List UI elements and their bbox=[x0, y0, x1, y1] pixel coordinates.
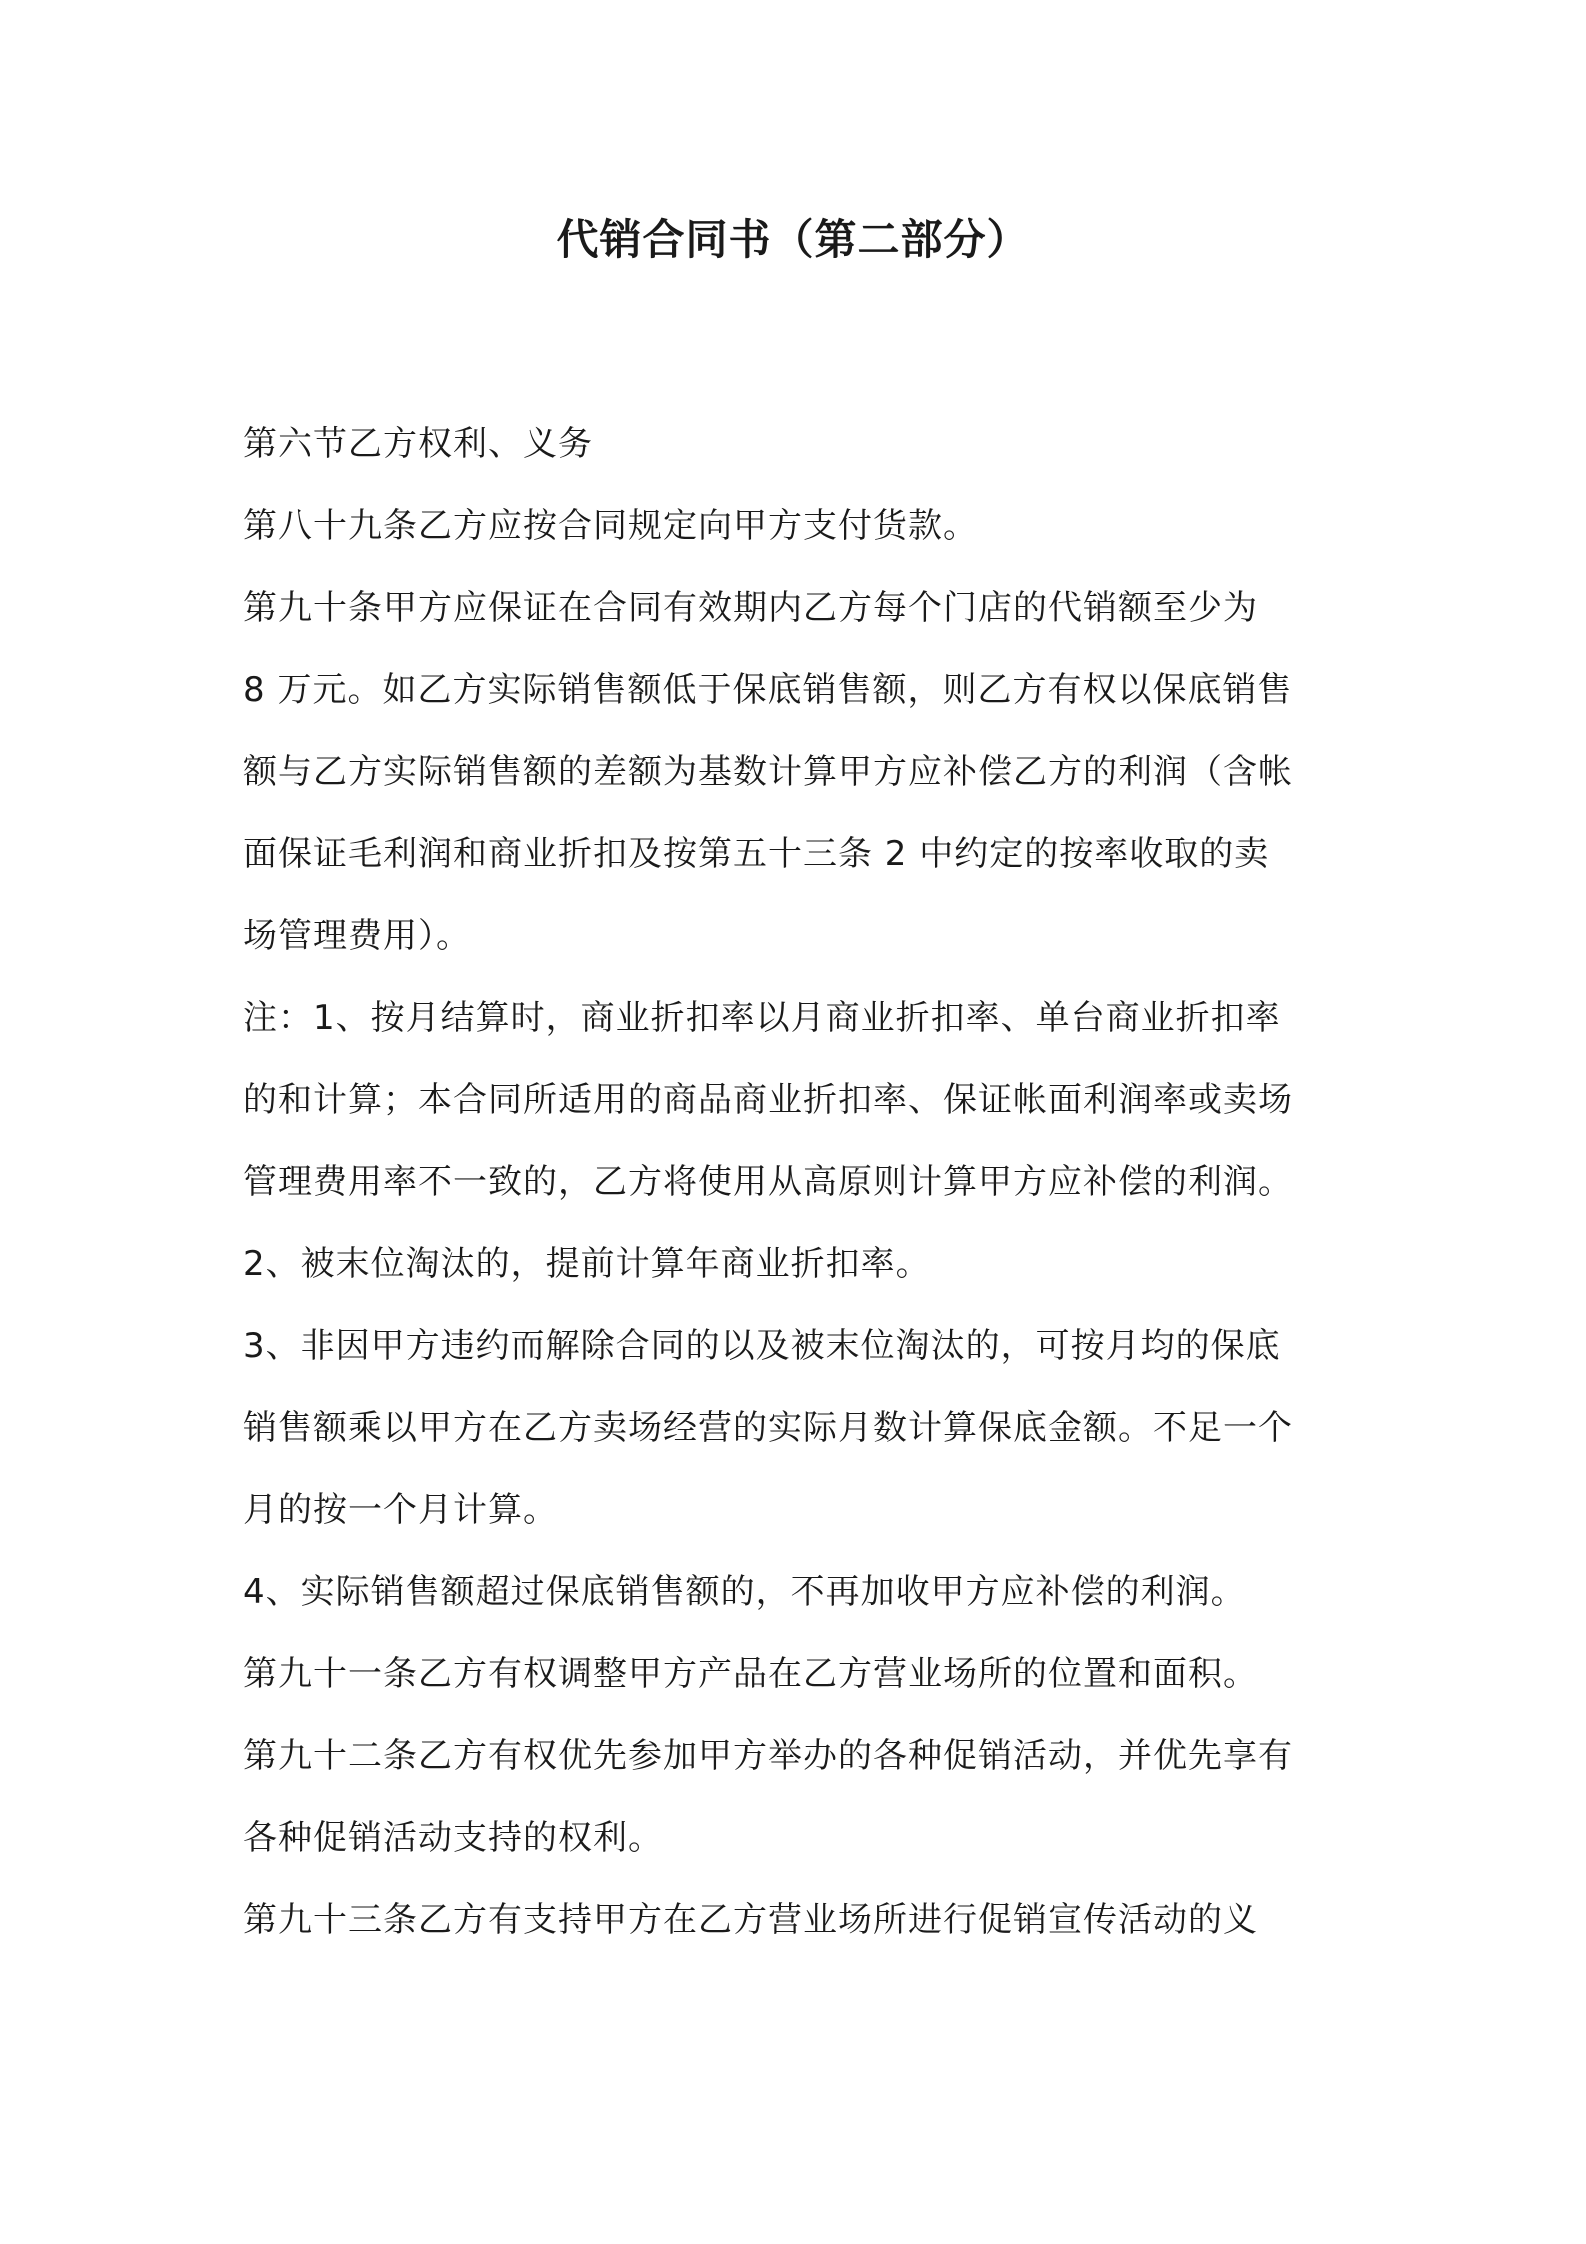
paragraph-line: 各种促销活动支持的权利。 bbox=[243, 1818, 663, 1858]
paragraph-line: 4、实际销售额超过保底销售额的，不再加收甲方应补偿的利润。 bbox=[243, 1572, 1246, 1612]
paragraph-line: 第九十二条乙方有权优先参加甲方举办的各种促销活动，并优先享有 bbox=[243, 1736, 1293, 1776]
paragraph-line: 3、非因甲方违约而解除合同的以及被末位淘汰的，可按月均的保底 bbox=[243, 1326, 1281, 1366]
paragraph-line: 第八十九条乙方应按合同规定向甲方支付货款。 bbox=[243, 506, 978, 546]
paragraph-line: 第九十一条乙方有权调整甲方产品在乙方营业场所的位置和面积。 bbox=[243, 1654, 1258, 1694]
paragraph-line: 月的按一个月计算。 bbox=[243, 1490, 558, 1530]
paragraph-line: 2、被末位淘汰的，提前计算年商业折扣率。 bbox=[243, 1244, 931, 1284]
paragraph-line: 额与乙方实际销售额的差额为基数计算甲方应补偿乙方的利润（含帐 bbox=[243, 752, 1293, 792]
document-body bbox=[243, 403, 1353, 1961]
document-title: 代销合同书（第二部分） bbox=[556, 215, 1030, 264]
paragraph-line: 销售额乘以甲方在乙方卖场经营的实际月数计算保底金额。不足一个 bbox=[243, 1408, 1293, 1448]
paragraph-line: 场管理费用）。 bbox=[243, 916, 471, 956]
paragraph-line: 第九十条甲方应保证在合同有效期内乙方每个门店的代销额至少为 bbox=[243, 588, 1258, 628]
paragraph-line: 面保证毛利润和商业折扣及按第五十三条 2 中约定的按率收取的卖 bbox=[243, 834, 1270, 874]
paragraph-line: 注：1、按月结算时，商业折扣率以月商业折扣率、单台商业折扣率 bbox=[243, 998, 1281, 1038]
paragraph-line: 管理费用率不一致的，乙方将使用从高原则计算甲方应补偿的利润。 bbox=[243, 1162, 1293, 1202]
paragraph-line: 第九十三条乙方有支持甲方在乙方营业场所进行促销宣传活动的义 bbox=[243, 1900, 1258, 1940]
paragraph-line: 的和计算；本合同所适用的商品商业折扣率、保证帐面利润率或卖场 bbox=[243, 1080, 1293, 1120]
paragraph-line: 8 万元。如乙方实际销售额低于保底销售额，则乙方有权以保底销售 bbox=[243, 670, 1293, 710]
section-heading: 第六节乙方权利、义务 bbox=[243, 424, 593, 464]
